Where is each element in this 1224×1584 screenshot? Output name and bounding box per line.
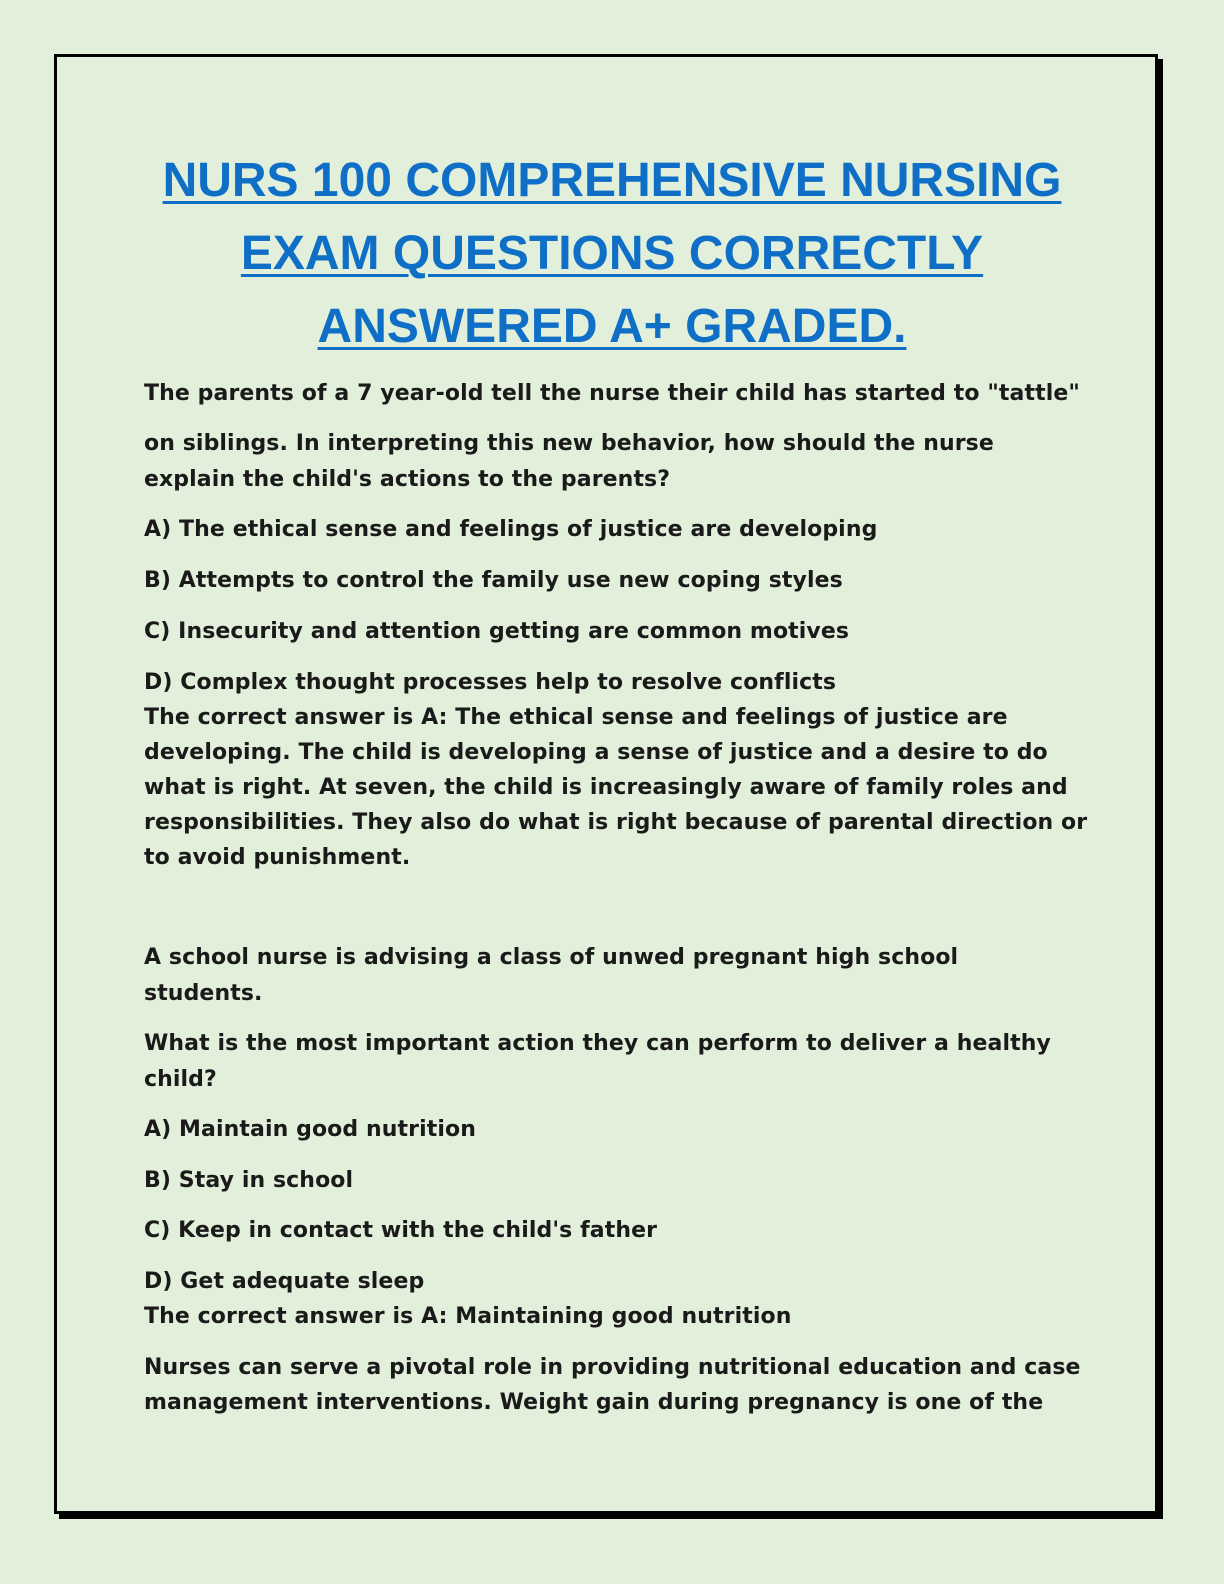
title-line: EXAM QUESTIONS CORRECTLY (240, 227, 984, 280)
q1-answer-line: what is right. At seven, the child is increasingly aware of family roles and (144, 775, 1068, 800)
q2-answer-line: The correct answer is A: Maintaining good nutrition (144, 1304, 792, 1329)
q1-option-a: A) The ethical sense and feelings of justice are developing (144, 517, 878, 542)
q1-answer-line: to avoid punishment. (144, 845, 411, 870)
title-line: NURS 100 COMPREHENSIVE NURSING (162, 154, 1062, 207)
q1-question-line: The parents of a 7 year-old tell the nurse their child has started to "tattle" (144, 381, 1080, 406)
q2-explanation-line: management interventions. Weight gain during pregnancy is one of the (144, 1390, 1044, 1415)
title-line: ANSWERED A+ GRADED. (317, 300, 907, 353)
q2-option-c: C) Keep in contact with the child's father (144, 1218, 658, 1243)
q2-intro-line: students. (144, 981, 263, 1006)
q1-question-line: on siblings. In interpreting this new behavior, how should the nurse (144, 431, 994, 456)
q2-option-d: D) Get adequate sleep (144, 1269, 425, 1294)
q1-question-line: explain the child's actions to the parents? (144, 467, 671, 492)
q2-option-a: A) Maintain good nutrition (144, 1117, 476, 1142)
q1-answer-line: developing. The child is developing a sense of justice and a desire to do (144, 740, 1048, 765)
q2-explanation-line: Nurses can serve a pivotal role in providing nutritional education and case (144, 1355, 1081, 1380)
document-title (110, 144, 1114, 363)
q2-intro-line: A school nurse is advising a class of unwed pregnant high school (144, 945, 959, 970)
q1-option-b: B) Attempts to control the family use new coping styles (144, 568, 843, 593)
q1-option-d: D) Complex thought processes help to resolve conflicts (144, 670, 837, 695)
q1-option-c: C) Insecurity and attention getting are common motives (144, 619, 850, 644)
q2-question-line: child? (144, 1067, 217, 1092)
q1-answer-line: The correct answer is A: The ethical sense and feelings of justice are (144, 705, 1008, 730)
q1-answer-line: responsibilities. They also do what is right because of parental direction or (144, 810, 1088, 835)
q2-question-line: What is the most important action they can perform to deliver a healthy (144, 1031, 1051, 1056)
q2-option-b: B) Stay in school (144, 1168, 354, 1193)
